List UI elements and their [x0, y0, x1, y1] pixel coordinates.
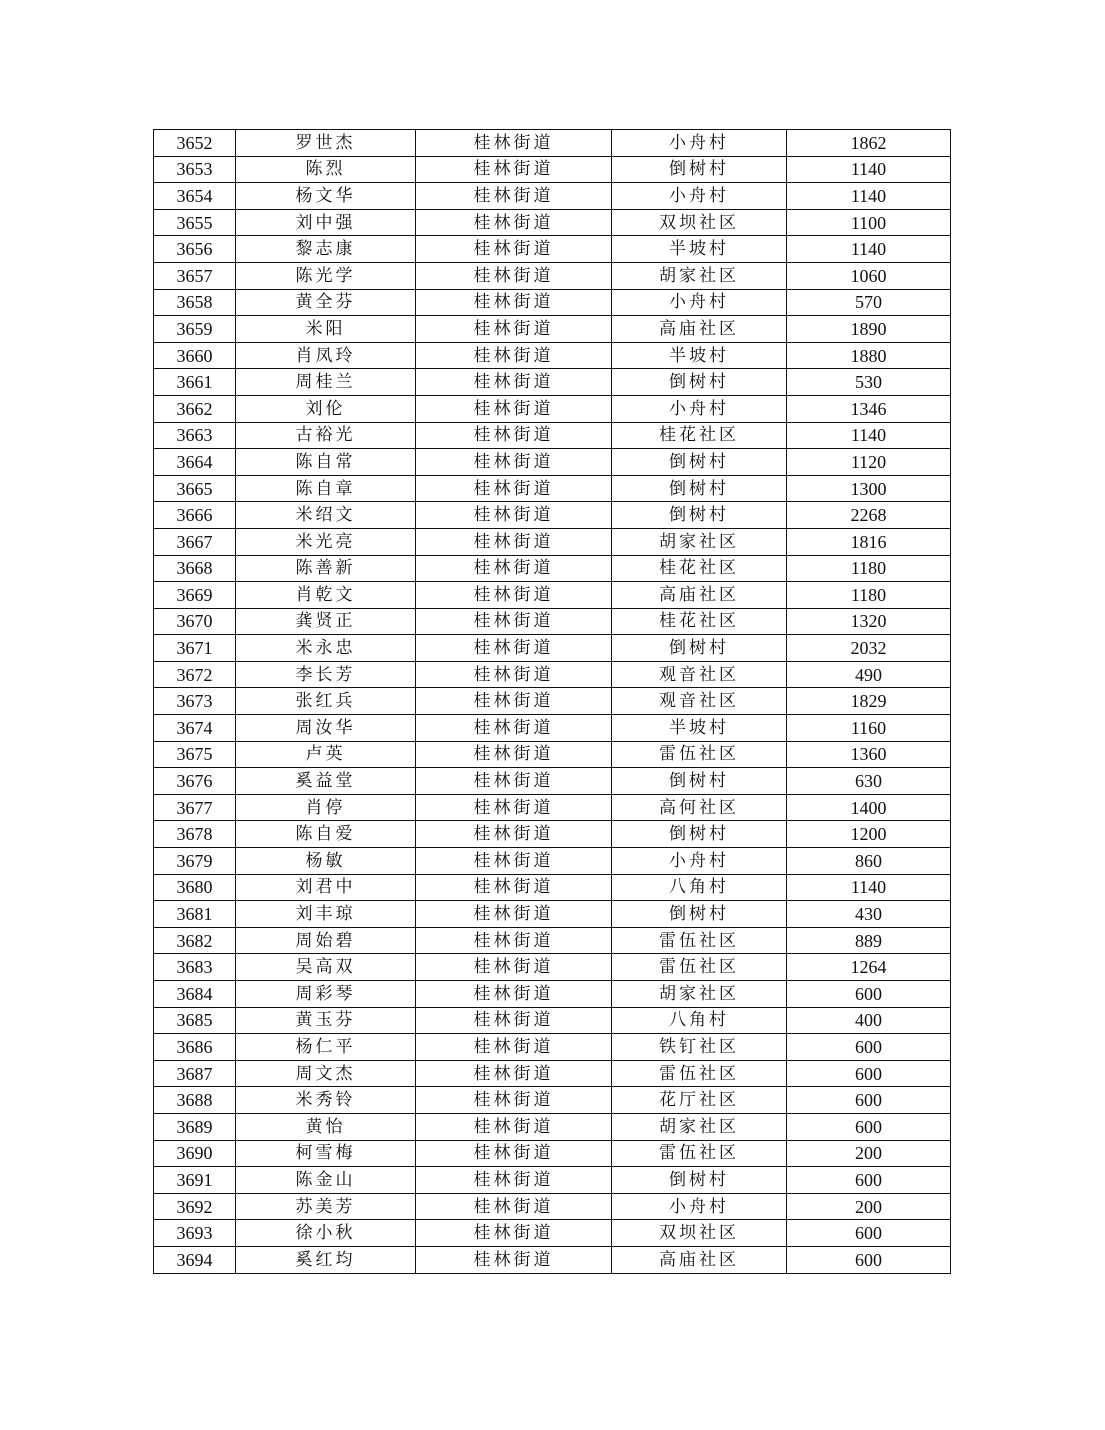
name-cell: 徐小秋 [236, 1220, 416, 1247]
row-number-cell: 3681 [154, 901, 236, 928]
street-cell: 桂林街道 [416, 741, 612, 768]
community-cell: 倒树村 [612, 1167, 787, 1194]
row-number-cell: 3680 [154, 874, 236, 901]
name-cell: 奚益堂 [236, 768, 416, 795]
amount-cell: 860 [787, 848, 951, 875]
amount-cell: 600 [787, 1034, 951, 1061]
community-cell: 小舟村 [612, 289, 787, 316]
street-cell: 桂林街道 [416, 555, 612, 582]
name-cell: 米光亮 [236, 528, 416, 555]
name-cell: 刘君中 [236, 874, 416, 901]
table-row [154, 1246, 951, 1273]
street-cell: 桂林街道 [416, 130, 612, 157]
community-cell: 高庙社区 [612, 316, 787, 343]
table-row [154, 156, 951, 183]
street-cell: 桂林街道 [416, 661, 612, 688]
row-number-cell: 3667 [154, 528, 236, 555]
amount-cell: 1100 [787, 209, 951, 236]
table-row [154, 475, 951, 502]
name-cell: 李长芳 [236, 661, 416, 688]
table-row [154, 768, 951, 795]
table-row [154, 741, 951, 768]
amount-cell: 1400 [787, 794, 951, 821]
row-number-cell: 3691 [154, 1167, 236, 1194]
amount-cell: 600 [787, 1060, 951, 1087]
table-row [154, 1007, 951, 1034]
row-number-cell: 3673 [154, 688, 236, 715]
amount-cell: 2032 [787, 635, 951, 662]
name-cell: 罗世杰 [236, 130, 416, 157]
row-number-cell: 3674 [154, 715, 236, 742]
community-cell: 八角村 [612, 874, 787, 901]
street-cell: 桂林街道 [416, 369, 612, 396]
community-cell: 高庙社区 [612, 1246, 787, 1273]
amount-cell: 1862 [787, 130, 951, 157]
community-cell: 桂花社区 [612, 422, 787, 449]
street-cell: 桂林街道 [416, 236, 612, 263]
row-number-cell: 3658 [154, 289, 236, 316]
table-row [154, 502, 951, 529]
row-number-cell: 3684 [154, 981, 236, 1008]
row-number-cell: 3660 [154, 342, 236, 369]
amount-cell: 1140 [787, 874, 951, 901]
community-cell: 雷伍社区 [612, 1140, 787, 1167]
table-row [154, 661, 951, 688]
amount-cell: 1120 [787, 449, 951, 476]
table-row [154, 582, 951, 609]
street-cell: 桂林街道 [416, 289, 612, 316]
amount-cell: 1829 [787, 688, 951, 715]
street-cell: 桂林街道 [416, 981, 612, 1008]
street-cell: 桂林街道 [416, 874, 612, 901]
row-number-cell: 3669 [154, 582, 236, 609]
community-cell: 高庙社区 [612, 582, 787, 609]
name-cell: 周始碧 [236, 927, 416, 954]
data-table [153, 129, 951, 1274]
row-number-cell: 3687 [154, 1060, 236, 1087]
street-cell: 桂林街道 [416, 608, 612, 635]
row-number-cell: 3657 [154, 262, 236, 289]
table-row [154, 688, 951, 715]
row-number-cell: 3690 [154, 1140, 236, 1167]
name-cell: 陈善新 [236, 555, 416, 582]
name-cell: 杨敏 [236, 848, 416, 875]
row-number-cell: 3663 [154, 422, 236, 449]
street-cell: 桂林街道 [416, 927, 612, 954]
table-row [154, 981, 951, 1008]
row-number-cell: 3688 [154, 1087, 236, 1114]
table-row [154, 369, 951, 396]
table-row [154, 183, 951, 210]
amount-cell: 1140 [787, 156, 951, 183]
amount-cell: 600 [787, 1113, 951, 1140]
street-cell: 桂林街道 [416, 449, 612, 476]
name-cell: 奚红均 [236, 1246, 416, 1273]
table-row [154, 874, 951, 901]
community-cell: 小舟村 [612, 183, 787, 210]
row-number-cell: 3683 [154, 954, 236, 981]
amount-cell: 1264 [787, 954, 951, 981]
table-body [154, 130, 951, 1274]
name-cell: 陈光学 [236, 262, 416, 289]
amount-cell: 200 [787, 1193, 951, 1220]
community-cell: 倒树村 [612, 901, 787, 928]
name-cell: 黄全芬 [236, 289, 416, 316]
street-cell: 桂林街道 [416, 502, 612, 529]
community-cell: 桂花社区 [612, 555, 787, 582]
row-number-cell: 3692 [154, 1193, 236, 1220]
row-number-cell: 3671 [154, 635, 236, 662]
name-cell: 周彩琴 [236, 981, 416, 1008]
community-cell: 倒树村 [612, 369, 787, 396]
amount-cell: 1140 [787, 236, 951, 263]
amount-cell: 1346 [787, 395, 951, 422]
row-number-cell: 3654 [154, 183, 236, 210]
street-cell: 桂林街道 [416, 1087, 612, 1114]
street-cell: 桂林街道 [416, 528, 612, 555]
name-cell: 黄玉芬 [236, 1007, 416, 1034]
street-cell: 桂林街道 [416, 1193, 612, 1220]
community-cell: 小舟村 [612, 848, 787, 875]
community-cell: 桂花社区 [612, 608, 787, 635]
table-row [154, 236, 951, 263]
community-cell: 小舟村 [612, 1193, 787, 1220]
street-cell: 桂林街道 [416, 1034, 612, 1061]
street-cell: 桂林街道 [416, 768, 612, 795]
community-cell: 小舟村 [612, 130, 787, 157]
name-cell: 肖凤玲 [236, 342, 416, 369]
community-cell: 双坝社区 [612, 1220, 787, 1247]
table-row [154, 289, 951, 316]
table-row [154, 130, 951, 157]
street-cell: 桂林街道 [416, 821, 612, 848]
amount-cell: 530 [787, 369, 951, 396]
community-cell: 半坡村 [612, 236, 787, 263]
name-cell: 肖停 [236, 794, 416, 821]
street-cell: 桂林街道 [416, 475, 612, 502]
table-row [154, 1220, 951, 1247]
street-cell: 桂林街道 [416, 901, 612, 928]
row-number-cell: 3676 [154, 768, 236, 795]
name-cell: 米绍文 [236, 502, 416, 529]
table-row [154, 794, 951, 821]
name-cell: 吴高双 [236, 954, 416, 981]
street-cell: 桂林街道 [416, 1007, 612, 1034]
community-cell: 半坡村 [612, 342, 787, 369]
name-cell: 龚贤正 [236, 608, 416, 635]
name-cell: 周汝华 [236, 715, 416, 742]
street-cell: 桂林街道 [416, 395, 612, 422]
table-row [154, 715, 951, 742]
street-cell: 桂林街道 [416, 715, 612, 742]
table-row [154, 927, 951, 954]
row-number-cell: 3677 [154, 794, 236, 821]
community-cell: 铁钉社区 [612, 1034, 787, 1061]
community-cell: 倒树村 [612, 821, 787, 848]
amount-cell: 600 [787, 1220, 951, 1247]
row-number-cell: 3652 [154, 130, 236, 157]
community-cell: 雷伍社区 [612, 741, 787, 768]
table-row [154, 954, 951, 981]
community-cell: 胡家社区 [612, 262, 787, 289]
row-number-cell: 3665 [154, 475, 236, 502]
table-row [154, 1060, 951, 1087]
amount-cell: 2268 [787, 502, 951, 529]
name-cell: 黎志康 [236, 236, 416, 263]
row-number-cell: 3664 [154, 449, 236, 476]
row-number-cell: 3653 [154, 156, 236, 183]
street-cell: 桂林街道 [416, 183, 612, 210]
row-number-cell: 3686 [154, 1034, 236, 1061]
row-number-cell: 3679 [154, 848, 236, 875]
name-cell: 柯雪梅 [236, 1140, 416, 1167]
name-cell: 黄怡 [236, 1113, 416, 1140]
name-cell: 米阳 [236, 316, 416, 343]
row-number-cell: 3655 [154, 209, 236, 236]
row-number-cell: 3662 [154, 395, 236, 422]
table-row [154, 848, 951, 875]
name-cell: 杨仁平 [236, 1034, 416, 1061]
row-number-cell: 3668 [154, 555, 236, 582]
street-cell: 桂林街道 [416, 316, 612, 343]
amount-cell: 1880 [787, 342, 951, 369]
table-row [154, 316, 951, 343]
amount-cell: 1360 [787, 741, 951, 768]
amount-cell: 1060 [787, 262, 951, 289]
table-row [154, 901, 951, 928]
community-cell: 胡家社区 [612, 981, 787, 1008]
name-cell: 陈自爱 [236, 821, 416, 848]
community-cell: 胡家社区 [612, 1113, 787, 1140]
community-cell: 倒树村 [612, 156, 787, 183]
amount-cell: 1180 [787, 582, 951, 609]
name-cell: 肖乾文 [236, 582, 416, 609]
table-row [154, 528, 951, 555]
amount-cell: 889 [787, 927, 951, 954]
name-cell: 卢英 [236, 741, 416, 768]
community-cell: 小舟村 [612, 395, 787, 422]
row-number-cell: 3693 [154, 1220, 236, 1247]
street-cell: 桂林街道 [416, 156, 612, 183]
street-cell: 桂林街道 [416, 954, 612, 981]
street-cell: 桂林街道 [416, 794, 612, 821]
street-cell: 桂林街道 [416, 262, 612, 289]
amount-cell: 1890 [787, 316, 951, 343]
name-cell: 周桂兰 [236, 369, 416, 396]
name-cell: 周文杰 [236, 1060, 416, 1087]
amount-cell: 600 [787, 1246, 951, 1273]
amount-cell: 1160 [787, 715, 951, 742]
name-cell: 刘伦 [236, 395, 416, 422]
row-number-cell: 3682 [154, 927, 236, 954]
name-cell: 杨文华 [236, 183, 416, 210]
name-cell: 米永忠 [236, 635, 416, 662]
table-row [154, 395, 951, 422]
community-cell: 雷伍社区 [612, 927, 787, 954]
table-row [154, 342, 951, 369]
amount-cell: 490 [787, 661, 951, 688]
street-cell: 桂林街道 [416, 582, 612, 609]
community-cell: 倒树村 [612, 635, 787, 662]
amount-cell: 430 [787, 901, 951, 928]
name-cell: 陈自常 [236, 449, 416, 476]
community-cell: 雷伍社区 [612, 1060, 787, 1087]
amount-cell: 1140 [787, 183, 951, 210]
amount-cell: 1180 [787, 555, 951, 582]
community-cell: 观音社区 [612, 661, 787, 688]
community-cell: 雷伍社区 [612, 954, 787, 981]
amount-cell: 600 [787, 981, 951, 1008]
street-cell: 桂林街道 [416, 635, 612, 662]
row-number-cell: 3685 [154, 1007, 236, 1034]
table-row [154, 1193, 951, 1220]
table-row [154, 209, 951, 236]
community-cell: 半坡村 [612, 715, 787, 742]
street-cell: 桂林街道 [416, 1220, 612, 1247]
street-cell: 桂林街道 [416, 1167, 612, 1194]
community-cell: 倒树村 [612, 475, 787, 502]
community-cell: 胡家社区 [612, 528, 787, 555]
row-number-cell: 3666 [154, 502, 236, 529]
name-cell: 张红兵 [236, 688, 416, 715]
amount-cell: 1816 [787, 528, 951, 555]
street-cell: 桂林街道 [416, 848, 612, 875]
street-cell: 桂林街道 [416, 1060, 612, 1087]
row-number-cell: 3694 [154, 1246, 236, 1273]
street-cell: 桂林街道 [416, 422, 612, 449]
community-cell: 倒树村 [612, 449, 787, 476]
row-number-cell: 3656 [154, 236, 236, 263]
table-row [154, 1113, 951, 1140]
street-cell: 桂林街道 [416, 209, 612, 236]
street-cell: 桂林街道 [416, 1113, 612, 1140]
table-row [154, 422, 951, 449]
amount-cell: 1200 [787, 821, 951, 848]
table-row [154, 1087, 951, 1114]
table-row [154, 1034, 951, 1061]
name-cell: 陈金山 [236, 1167, 416, 1194]
table-row [154, 1140, 951, 1167]
community-cell: 花厅社区 [612, 1087, 787, 1114]
table-row [154, 555, 951, 582]
amount-cell: 600 [787, 1167, 951, 1194]
community-cell: 高何社区 [612, 794, 787, 821]
community-cell: 双坝社区 [612, 209, 787, 236]
name-cell: 陈自章 [236, 475, 416, 502]
row-number-cell: 3675 [154, 741, 236, 768]
name-cell: 刘中强 [236, 209, 416, 236]
amount-cell: 1140 [787, 422, 951, 449]
table-row [154, 449, 951, 476]
name-cell: 米秀铃 [236, 1087, 416, 1114]
community-cell: 倒树村 [612, 502, 787, 529]
name-cell: 古裕光 [236, 422, 416, 449]
amount-cell: 1320 [787, 608, 951, 635]
community-cell: 倒树村 [612, 768, 787, 795]
amount-cell: 400 [787, 1007, 951, 1034]
name-cell: 陈烈 [236, 156, 416, 183]
table-row [154, 821, 951, 848]
community-cell: 八角村 [612, 1007, 787, 1034]
amount-cell: 1300 [787, 475, 951, 502]
row-number-cell: 3672 [154, 661, 236, 688]
name-cell: 苏美芳 [236, 1193, 416, 1220]
name-cell: 刘丰琼 [236, 901, 416, 928]
table-row [154, 1167, 951, 1194]
amount-cell: 200 [787, 1140, 951, 1167]
community-cell: 观音社区 [612, 688, 787, 715]
amount-cell: 600 [787, 1087, 951, 1114]
table-row [154, 635, 951, 662]
street-cell: 桂林街道 [416, 1140, 612, 1167]
amount-cell: 630 [787, 768, 951, 795]
street-cell: 桂林街道 [416, 688, 612, 715]
row-number-cell: 3659 [154, 316, 236, 343]
table-row [154, 608, 951, 635]
row-number-cell: 3689 [154, 1113, 236, 1140]
row-number-cell: 3661 [154, 369, 236, 396]
street-cell: 桂林街道 [416, 1246, 612, 1273]
amount-cell: 570 [787, 289, 951, 316]
row-number-cell: 3678 [154, 821, 236, 848]
table-row [154, 262, 951, 289]
row-number-cell: 3670 [154, 608, 236, 635]
street-cell: 桂林街道 [416, 342, 612, 369]
